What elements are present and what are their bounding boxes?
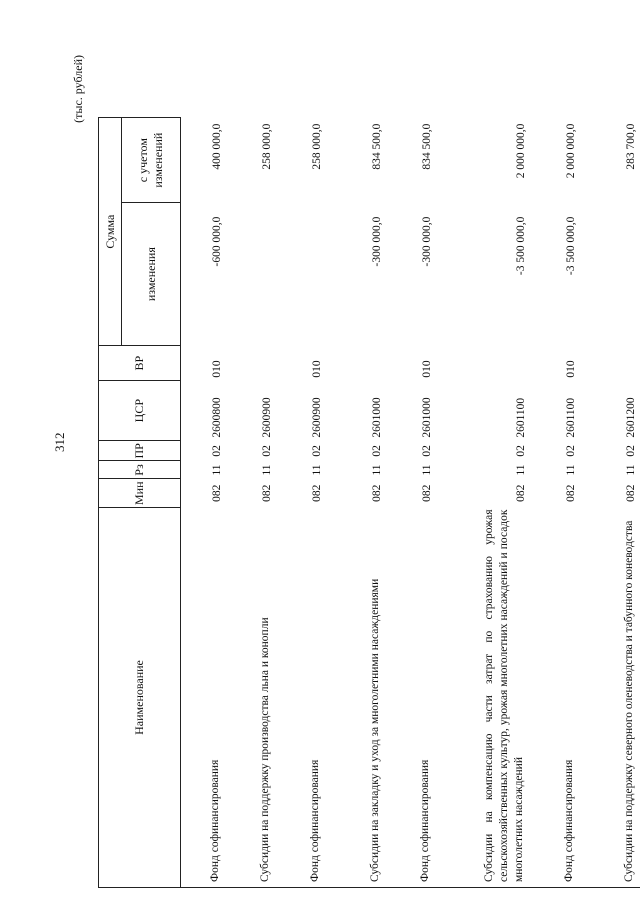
row-name: Фонд софинансирования (309, 759, 322, 882)
row-csr: 2601000 (371, 397, 383, 438)
row-csr: 2601200 (625, 397, 637, 438)
row-pr: 02 (565, 445, 577, 457)
header-sum: Сумма (99, 118, 122, 346)
row-min: 082 (371, 484, 383, 502)
row-total: 283 700,0 (625, 123, 637, 170)
row-vr (229, 346, 279, 381)
row-name: Субсидии на закладку и уход за многолетними насаждениями (369, 578, 382, 882)
row-rz: 11 (625, 464, 637, 476)
table-row (533, 118, 583, 888)
row-vr: 010 (211, 360, 223, 378)
row-name: Фонд софинансирования (419, 759, 432, 882)
row-rz: 11 (421, 464, 433, 476)
row-pr: 02 (371, 445, 383, 457)
table-row (329, 118, 389, 888)
row-min: 082 (261, 484, 273, 502)
row-rz: 11 (311, 464, 323, 476)
table-body (181, 118, 640, 888)
row-change (229, 203, 279, 346)
row-min: 082 (311, 484, 323, 502)
table-row (439, 118, 533, 888)
row-total: 834 500,0 (421, 123, 433, 170)
row-total: 400 000,0 (211, 123, 223, 170)
units-caption: (тыс. рублей) (71, 55, 85, 123)
row-csr: 2601100 (565, 397, 577, 438)
row-pr: 02 (311, 445, 323, 457)
row-name: Субсидии на поддержку производства льна и конопли (259, 617, 272, 882)
row-change: -3 500 000,0 (515, 216, 527, 276)
table-row (583, 118, 640, 888)
row-csr: 2600900 (311, 397, 323, 438)
row-change: -3 500 000,0 (565, 216, 577, 276)
row-min: 082 (515, 484, 527, 502)
header-min: Мин (99, 479, 181, 508)
row-rz: 11 (515, 464, 527, 476)
row-total: 834 500,0 (371, 123, 383, 170)
row-pr: 02 (211, 445, 223, 457)
row-total: 2 000 000,0 (515, 123, 527, 179)
row-name: Фонд софинансирования (209, 759, 222, 882)
header-name: Наименование (99, 508, 181, 888)
page-number: 312 (52, 432, 67, 452)
row-vr: 010 (421, 360, 433, 378)
row-pr: 02 (625, 445, 637, 457)
row-total: 258 000,0 (261, 123, 273, 170)
row-total: 2 000 000,0 (565, 123, 577, 179)
table-row (279, 118, 329, 888)
row-total: 258 000,0 (311, 123, 323, 170)
row-pr: 02 (515, 445, 527, 457)
row-change (583, 203, 640, 346)
row-vr (583, 346, 640, 381)
table-header (99, 118, 181, 888)
row-pr: 02 (421, 445, 433, 457)
header-rz: Рз (99, 461, 181, 479)
row-rz: 11 (565, 464, 577, 476)
row-name: Субсидии на компенсацию части затрат по страхованию урожая сельскохозяйственных культур, урожая многолетних насаждений и посадок многолетних насаждений (483, 509, 526, 882)
row-vr: 010 (311, 360, 323, 378)
budget-table-sheet (71, 43, 637, 888)
table-row (181, 118, 230, 888)
row-rz: 11 (211, 464, 223, 476)
row-rz: 11 (371, 464, 383, 476)
row-name: Фонд софинансирования (563, 759, 576, 882)
table-row (229, 118, 279, 888)
header-with-change: с учетом изменений (122, 118, 181, 203)
row-min: 082 (625, 484, 637, 502)
row-vr (439, 346, 533, 381)
row-csr: 2601000 (421, 397, 433, 438)
header-csr: ЦСР (99, 381, 181, 441)
row-change: -300 000,0 (371, 216, 383, 267)
row-min: 082 (421, 484, 433, 502)
row-vr (329, 346, 389, 381)
header-change: изменения (122, 203, 181, 346)
row-rz: 11 (261, 464, 273, 476)
row-csr: 2601100 (515, 397, 527, 438)
row-csr: 2600900 (261, 397, 273, 438)
table-row (389, 118, 439, 888)
row-name: Субсидии на поддержку северного оленеводства и табунного коневодства (623, 520, 636, 882)
row-change (279, 203, 329, 346)
row-min: 082 (565, 484, 577, 502)
budget-table (98, 117, 640, 888)
row-vr: 010 (565, 360, 577, 378)
row-min: 082 (211, 484, 223, 502)
row-change: -600 000,0 (211, 216, 223, 267)
row-change: -300 000,0 (421, 216, 433, 267)
header-pr: ПР (99, 441, 181, 461)
row-csr: 2600800 (211, 397, 223, 438)
header-vr: ВР (99, 346, 181, 381)
row-pr: 02 (261, 445, 273, 457)
